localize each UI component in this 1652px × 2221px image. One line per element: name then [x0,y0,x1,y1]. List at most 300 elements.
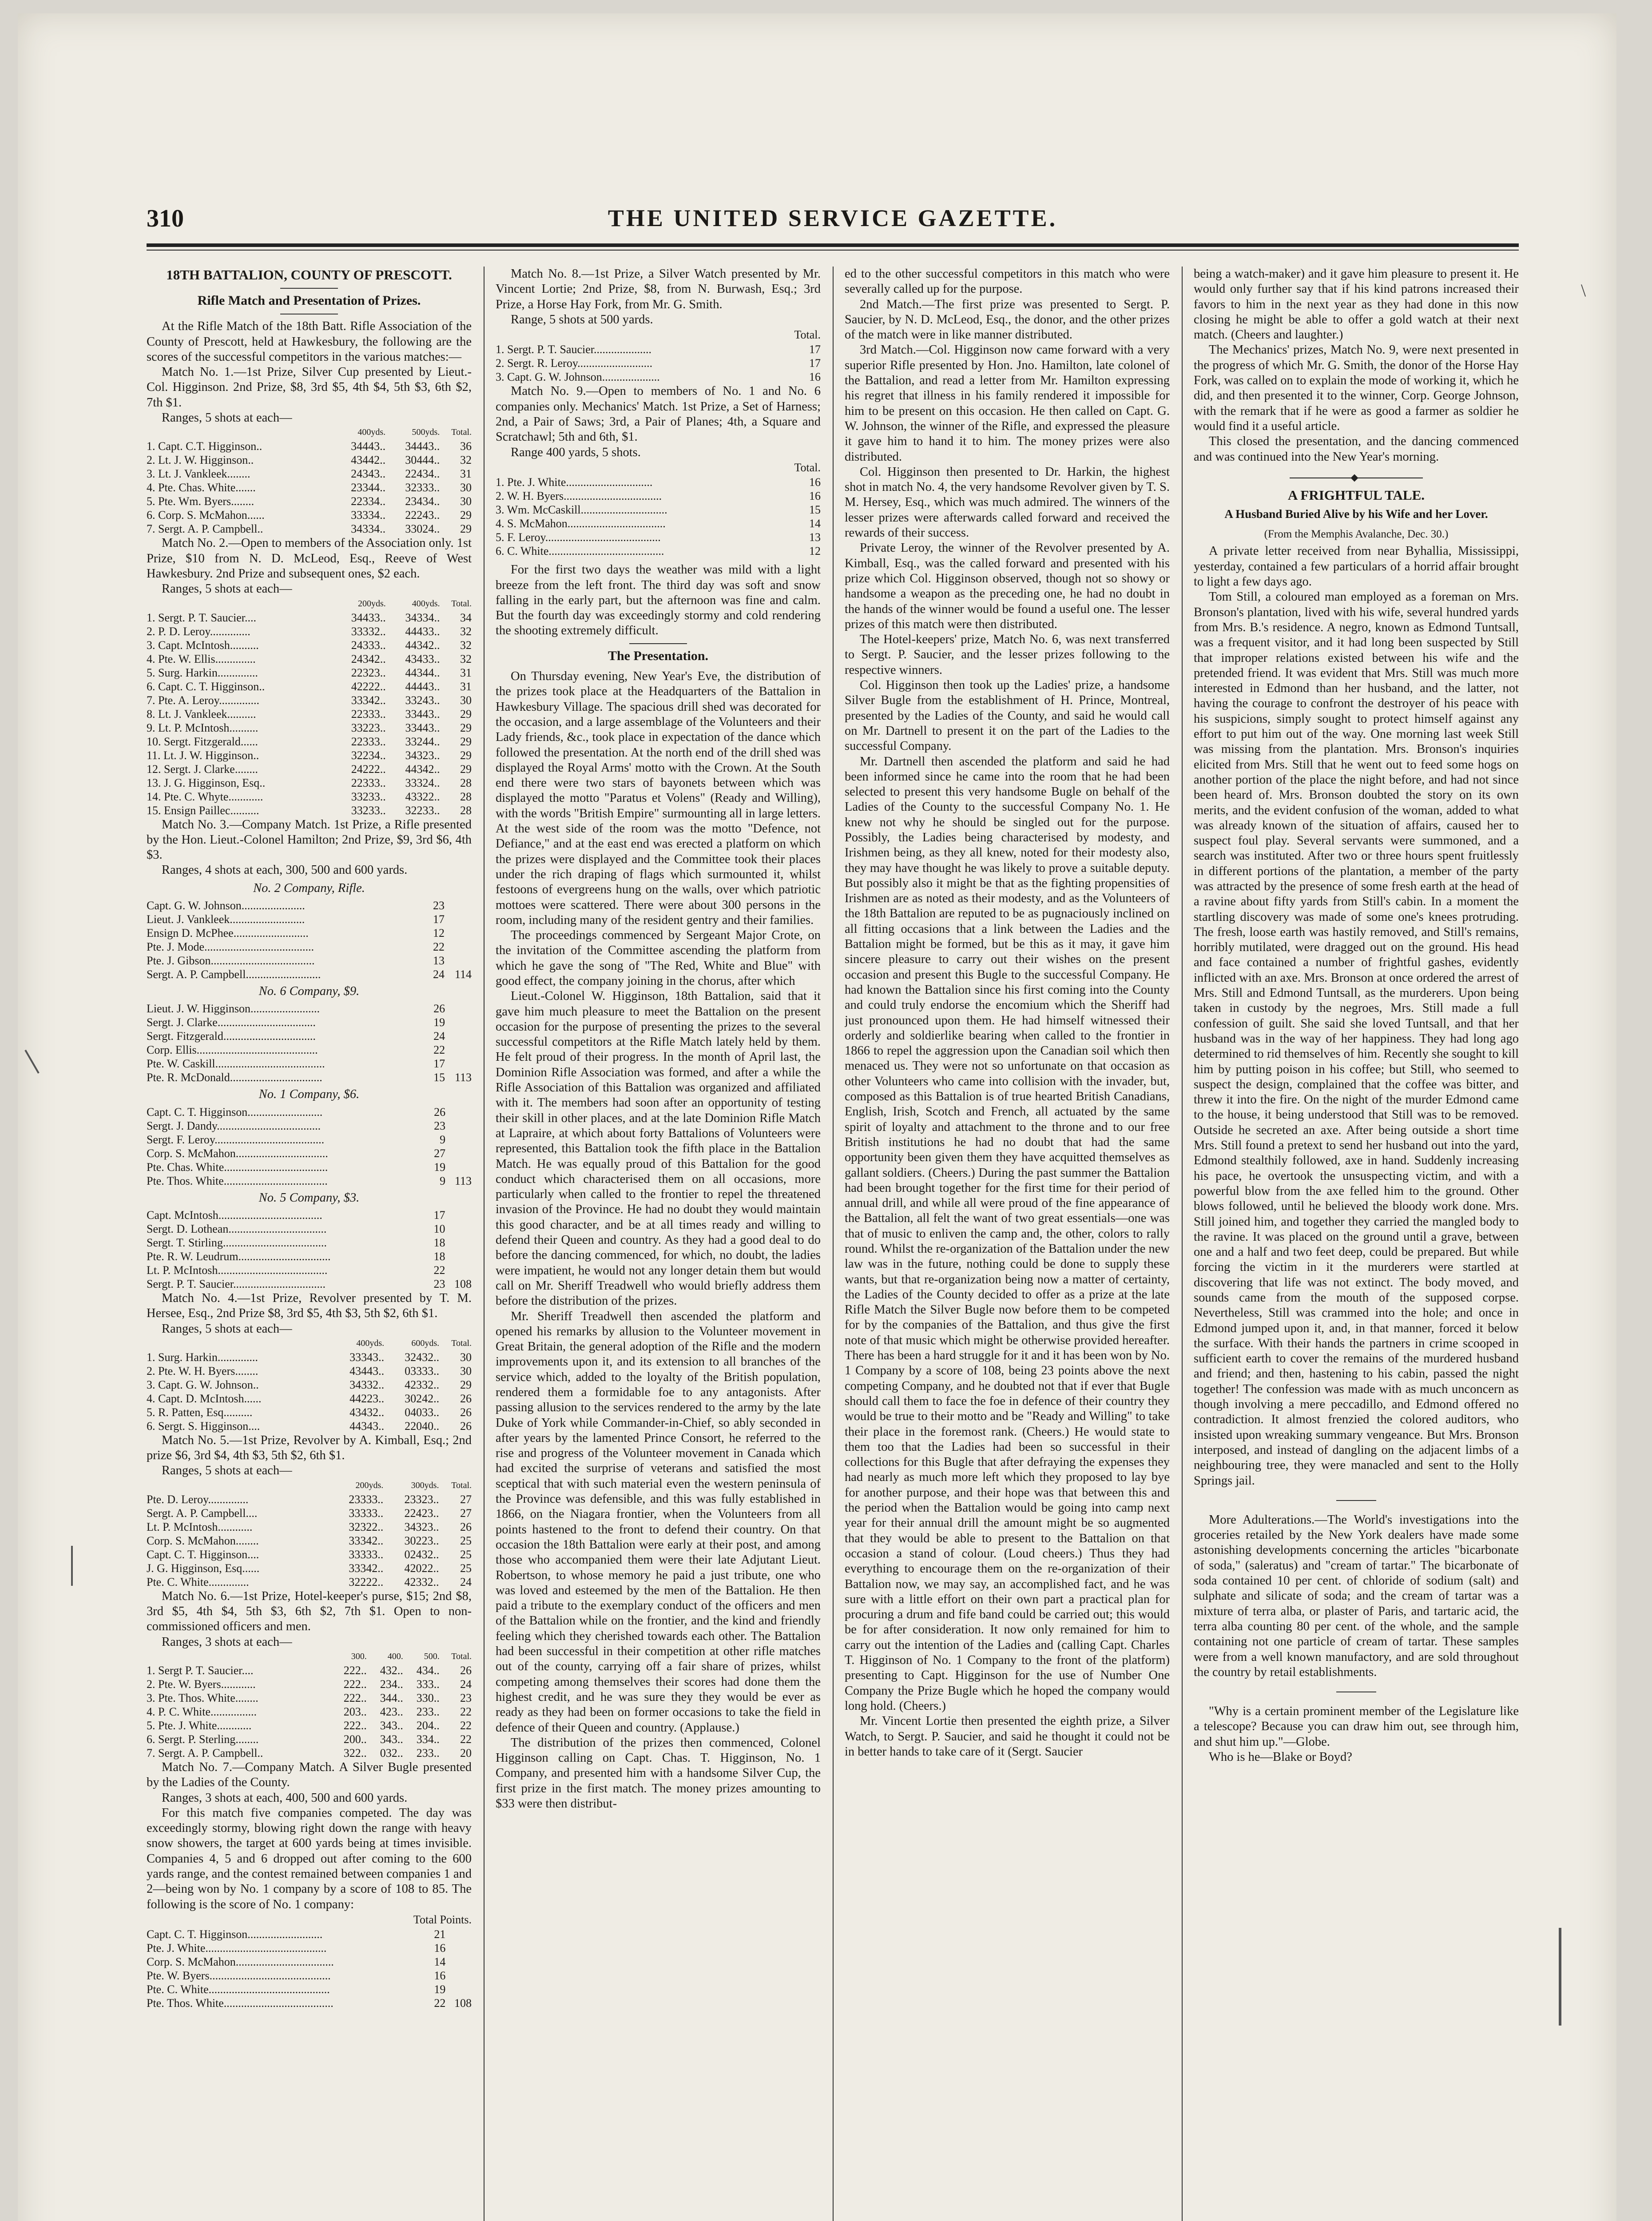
table-cell: 33333.. [349,1506,384,1520]
table-cell: 330.. [416,1691,440,1704]
table-cell: 22 [433,1263,445,1277]
table-row [147,1405,472,1419]
table-cell: 16 [434,1942,446,1955]
ranges-note: Range 400 yards, 5 shots. [511,445,641,459]
table-row [496,530,821,544]
table-cell: 5. Surg. Harkin.............. [147,666,258,679]
table-cell: 42332.. [404,1575,439,1588]
table-cell [445,1029,472,1043]
table-header-cell: 400. [387,1651,403,1661]
table-cell: 12 [433,927,445,940]
table-cell: 4. Pte. Chas. White....... [147,481,256,494]
table-cell: 22434.. [405,467,440,481]
table-cell: Sergt. T. Stirling.................................... [147,1236,327,1249]
table-cell: Pte. W. Byers.......................................... [147,1969,331,1982]
table-row [496,342,821,356]
table-cell: Lt. P. McIntosh............ [147,1520,253,1533]
table-cell: 24333.. [351,638,386,652]
table-header-cell: 300yds. [411,1480,439,1490]
margin-mark [1559,1928,1561,2026]
table-row [147,1982,472,1996]
paragraph: Who is he—Blake or Boyd? [1209,1750,1352,1764]
table-cell [445,1982,472,1996]
table-cell: 17 [433,1057,445,1071]
table-cell: Sergt. J. Dandy.................................... [147,1119,321,1132]
table-cell [445,940,472,954]
table-cell: 17 [809,357,821,370]
table-header-cell: 400yds. [412,598,440,609]
table-row [147,1364,472,1378]
table-row [147,1705,472,1719]
table-row [147,1071,472,1084]
table-cell: 222.. [343,1719,367,1732]
table-cell: Sergt. J. Clarke.................................. [147,1016,316,1029]
table-cell: 334.. [416,1732,440,1746]
table-cell: 02432.. [404,1548,439,1561]
table-cell: 344.. [380,1691,403,1704]
table-cell: 233.. [416,1746,440,1759]
table-row [147,1506,472,1520]
table-header-row [147,597,472,611]
table-cell: 233.. [416,1705,440,1718]
company-title: No. 6 Company, $9. [258,984,360,999]
score-table [147,1208,472,1291]
table-cell: 204.. [416,1719,440,1732]
table-cell: 44343.. [349,1419,385,1433]
paragraph: The proceedings commenced by Sergeant Major Crote, on the invitation of the Committee ascending the platform from which he gave the song of "The Red, White and Blue" with good effect, the company joining in the chorus, after which [496,928,821,988]
table-cell: 432.. [380,1664,403,1677]
score-table [496,342,821,384]
table-cell: 14. Pte. C. Whyte............ [147,790,263,803]
table-header-cell [147,1337,329,1350]
score-table [147,597,472,817]
table-row [147,1575,472,1589]
table-cell: 203.. [343,1705,367,1718]
paragraph: This closed the presentation, and the dancing commenced and was continued into the New Year's morning. [1194,434,1519,464]
table-cell: Pte. J. White.......................................... [147,1942,327,1955]
table-cell: 42332.. [405,1378,440,1391]
table-cell: 222.. [343,1691,367,1704]
table-cell: 22423.. [404,1506,439,1520]
table-cell: Sergt. Fitzgerald................................ [147,1030,316,1043]
table-row [147,1160,472,1174]
table-cell: 5. R. Patten, Esq.......... [147,1405,253,1419]
table-cell: 22333.. [351,707,386,720]
table-cell: 22 [433,940,445,954]
table-cell: 29 [460,1378,472,1391]
table-cell: 26 [460,1419,472,1433]
short-rule [629,643,687,644]
table-row [147,1392,472,1405]
table-cell: 24 [460,1677,472,1691]
table-cell: 13 [809,531,821,544]
table-cell [445,1146,472,1160]
table-cell: 6. Corp. S. McMahon...... [147,509,265,522]
table-cell [445,912,472,926]
table-cell: 28 [460,776,472,789]
table-cell [445,1133,472,1146]
table-cell: 03333.. [405,1364,440,1377]
table-cell: 30223.. [404,1534,439,1547]
table-cell [445,1160,472,1174]
table-cell [445,1955,472,1969]
table-header-row [147,426,472,439]
ranges-note: Ranges, 5 shots at each— [162,1464,292,1478]
table-header-cell: Total. [451,1651,472,1661]
table-cell: 22333.. [351,735,386,748]
table-row [496,370,821,384]
match-description: Match No. 3.—Company Match. 1st Prize, a Rifle presented by the Hon. Lieut.-Colonel Hamilton; 2nd Prize, $9, 3rd $6, 4th $3. [147,817,472,862]
table-header-cell [147,1479,328,1493]
table-cell: Corp. Ellis.......................................... [147,1043,318,1057]
table-cell: 15 [809,503,821,517]
table-row [147,1732,472,1746]
table-row [147,1350,472,1364]
table-cell: Corp. S. McMahon.................................. [147,1955,334,1969]
table-row [147,1015,472,1029]
table-cell: Pte. R. McDonald................................ [147,1071,322,1084]
table-cell: 25 [460,1548,472,1561]
table-cell: 24 [433,1030,445,1043]
company-title: No. 2 Company, Rifle. [253,881,365,895]
table-row [147,467,472,481]
table-header-row [147,1337,472,1350]
table-cell: Pte. D. Leroy.............. [147,1493,249,1506]
ranges-note: Ranges, 3 shots at each, 400, 500 and 600 yards. [162,1791,408,1805]
table-cell: 19 [434,1983,446,1996]
table-cell: 34433.. [351,611,386,624]
table-cell: Corp. S. McMahon................................ [147,1146,328,1160]
table-cell: 22323.. [351,666,386,679]
table-cell: 17 [433,913,445,926]
table-cell: 1. Sergt P. T. Saucier.... [147,1664,254,1677]
table-cell: 34443.. [351,440,386,453]
table-cell: 16 [434,1969,446,1982]
table-row [147,899,472,912]
table-row [147,954,472,967]
table-row [147,1493,472,1506]
table-cell: Lieut. J. Vankleek.......................... [147,913,305,926]
table-cell: 15. Ensign Paillec.......... [147,804,259,817]
table-cell: 34334.. [405,611,440,624]
table-row [147,1419,472,1433]
table-cell: 22 [434,1997,446,2010]
table-cell: 7. Sergt. A. P. Campbell.. [147,1746,263,1759]
table-cell: 5. F. Leroy........................................ [496,531,661,544]
table-header: Total. [794,328,821,342]
table-row [147,1222,472,1236]
table-cell: 343.. [380,1719,403,1732]
table-cell: Sergt. F. Leroy...................................... [147,1133,325,1146]
section-heading: The Presentation. [608,648,709,663]
score-table [147,1479,472,1589]
table-cell: 30 [460,481,472,494]
table-row [147,666,472,680]
match-description: Match No. 1.—1st Prize, Silver Cup presented by Lieut.-Col. Higginson. 2nd Prize, $8, 3rd $5, 4th $4, 5th $3, 6th $2, 7th $1. [147,365,472,410]
table-cell: 24343.. [351,467,386,481]
table-header: Total. [794,461,821,474]
paragraph: 3rd Match.—Col. Higginson now came forward with a very superior Rifle presented by Hon. Jno. Hamilton, late colonel of the Battalion, and read a letter from Mr. Hamilton expressing his regret that illness in his family rendered it impossible for him to be present on this occasion. He then called on Capt. G. W. Johnson, the winner of the Rifle, and expressed the pleasure it gave him to hand it to him. The money prizes were also distributed. [845,343,1170,464]
table-cell: 8. Lt. J. Vankleek.......... [147,707,256,720]
table-cell: 20 [460,1746,472,1759]
column-4 [1194,267,1519,2221]
table-cell: 22334.. [351,495,386,508]
table-cell: 234.. [380,1677,403,1691]
column-rule [833,267,834,2221]
paragraph: For the first two days the weather was mild with a light breeze from the left front. The third day was soft and snow falling in the early part, but the afternoon was fine and calm. But the fourth day was exceedingly stormy and cold rendering the shooting extremely difficult. [496,563,821,638]
table-cell: 1. Sergt. P. T. Saucier.................... [496,343,651,356]
table-cell: 423.. [380,1705,403,1718]
table-header-cell: 300. [351,1651,367,1661]
table-cell: 6. Sergt. P. Sterling........ [147,1732,259,1746]
table-cell: 32322.. [349,1520,384,1533]
table-cell: 19 [434,1160,446,1174]
paragraph: Lieut.-Colonel W. Higginson, 18th Battalion, said that it gave him much pleasure to meet the Battalion on the present occasion for the purpose of presenting the prizes to the several successful competitors at the Rifle Match lately held by them. He felt proud of their progress. In the month of April last, the Dominion Rifle Association was formed, and after a while the Rifle Association of this Battalion was organized and affiliated with it. The members had soon after an opportunity of testing their skill in other places, and at the late Dominion Rifle Match at Lapraire, at which about forty Battalions of Volunteers were represented, this Battalion took the fifth place in the Battalion Match. He was equally proud of this Battalion for the good conduct which characterised them on all occasions, more particularly when called to the frontier to repel the threatened invasion of the Province. He had no doubt they would maintain this good character, and be at all times ready and willing to defend their Queen and country. As they had a good deal to do before the dancing commenced, for which, no doubt, the ladies were impatient, he would not any longer detain them but would call on Mr. Sheriff Treadwell who would briefly address them before the distribution of the prizes. [496,989,821,1308]
table-cell: 33342.. [349,1561,384,1575]
table-cell: Capt. C. T. Higginson.......................... [147,1928,323,1941]
table-header-cell [147,426,331,439]
table-row [147,1057,472,1071]
table-cell: 108 [454,1997,472,2010]
table-cell: 44443.. [405,680,440,693]
table-cell [445,899,472,912]
table-row [147,1927,472,1941]
table-row [147,1520,472,1534]
table-cell: 31 [460,666,472,679]
margin-mark [71,1546,73,1586]
table-row [147,1236,472,1250]
table-cell: 42222.. [351,680,386,693]
paragraph: "Why is a certain prominent member of the Legislature like a telescope? Because you can draw him out, see through him, and shut him up."—Globe. [1194,1704,1519,1749]
table-cell: 032.. [380,1746,403,1759]
table-cell: 44223.. [349,1392,385,1405]
table-cell: 7. Sergt. A. P. Campbell.. [147,522,263,536]
table-cell: 30 [460,1364,472,1377]
article-source: (From the Memphis Avalanche, Dec. 30.) [1264,528,1449,541]
table-cell: Lt. P. McIntosh...................................... [147,1263,328,1277]
table-cell: 16 [809,476,821,489]
table-row [496,489,821,503]
table-cell: Pte. W. Caskill...................................... [147,1057,325,1071]
table-cell: 30 [460,1350,472,1364]
table-row [147,508,472,522]
match-description: Match No. 6.—1st Prize, Hotel-keeper's purse, $15; 2nd $8, 3rd $5, 4th $4, 5th $3, 6th $2, 7th $1. Open to non-commissioned officers and men. [147,1589,472,1634]
column-2 [496,267,821,2221]
table-cell: 113 [454,1174,472,1187]
table-cell: 23 [434,1119,446,1132]
table-cell: 200.. [343,1732,367,1746]
table-cell: 34323.. [405,748,440,762]
ranges-note: Ranges, 4 shots at each, 300, 500 and 600 yards. [162,863,408,877]
paragraph: Mr. Sheriff Treadwell then ascended the platform and opened his remarks by allusion to the Volunteer movement in Great Britain, the general adoption of the Rifle and the modern improvements upon it, and its extension to all branches of the service which, added to the loyalty of the British population, rendered them a formidable foe to any antagonists. After passing allusion to the services rendered to the army by the late Duke of York while Commander-in-Chief, so ably seconded in after years by the lamented Prince Consort, he referred to the rise and progress of the Volunteer movement in Canada which had excited the surprise of veterans and satisfied the most sceptical that with such material even the western peninsula of the Province was defensible, and this was fully established in 1866, on the Niagara frontier, when the Volunteers from all points hastened to the front to defend their country. On that occasion the 18th Battalion were early at their post, and among those who accompanied them were their late Adjutant Lieut. Robertson, to whose memory he paid a just tribute, one who was loved and esteemed by the men of the Battalion. He then paid a tribute to the exemplary conduct of the officers and men of the Battalion while on the frontier, and the kind and friendly feeling which they cherished towards each other. The Battalion had been successful in their competition at other rifle matches out of the county, carrying off a fair share of prizes, whilst competing among themselves their scores had done them the highest credit, and he was sure they they would be ever as ready as they had been on former occasions to take the field in defence of their Queen and country. (Applause.) [496,1309,821,1735]
table-row [147,481,472,494]
table-cell [445,1263,472,1277]
score-table [147,1927,472,2010]
table-row [147,1002,472,1015]
table-cell: Sergt. D. Lothean.................................. [147,1222,327,1235]
table-cell [445,1002,472,1015]
table-cell: 19 [433,1016,445,1029]
table-row [147,638,472,652]
table-row [147,1250,472,1263]
table-cell: 16 [809,490,821,503]
paragraph: Tom Still, a coloured man employed as a foreman on Mrs. Bronson's plantation, lived with his wife, several hundred yards from Mrs. B.'s residence. A negro, known as Edmond Tuntsall, was a frequent visitor, and it had long been suspected by Still that improper relations existed between his wife and the pretended friend. It was evident that Mrs. Still was much more interested in Edmond than her husband, and the latter, not having the courage to confront the destroyer of his peace with his suspicions, simply sought to protect himself against any effort to put him out of the way. One morning last week Still was missing from the plantation. Mrs. Bronson's inquiries elicited from Mrs. Still that he went out to feed some hogs on another portion of the place the night before, and had not since been heard of. Mrs. Bronson doubted the story on its own merits, and the evident confusion of the woman, added to what was already known of the situation of affairs, caused her to suspect foul play. Several servants were summoned, and a search was instituted. After two or three hours spent fruitlessly in different portions of the plantation, a member of the party was attracted by the presence of some fresh earth at the head of a ravine about fifty yards from Still's cabin. In a moment the startling discovery was made of some one's knees protruding. The fresh, loose earth was hastily removed, and Still's remains, horribly mutilated, were dragged out on the ground. His head and face contained a number of frightful gashes, evidently inflicted with an axe. Mrs. Bronson at once ordered the arrest of Mrs. Still and Edmond Tuntsall, as the murderers. Upon being taken in custody by the negroes, Mrs. Still made a full confession of guilt. She said she loved Tuntsall, and that her husband was in the way of her happiness. They had long ago determined to rid themselves of him. Recently she sought to kill him by putting poison in his coffee; but Still, who seemed to suspect the design, complained that the coffee was bitter, and threw it into the fire. On the night of the murder Edmond came to the house, it being understood that Still was to be removed. Outside he secreted an axe. After being outside a short time Mrs. Still found a pretext to send her husband out into the yard, Edmond stealthily followed, axe in hand. Suddenly increasing his pace, he overtook the unsuspecting victim, and with a powerful blow from the axe felled him to the ground. Other blows followed, until he believed the bloody work done. Mrs. Still joined him, and together they carried the mangled body to the ravine. It was placed on the ground until a grave, between one and a half and two feet deep, could be prepared. But while forcing the victim in it the murderers were startled at discovering that life was not extinct. The body moved, and sounds came from the mouth of the supposed corpse. Nevertheless, Still was crammed into the hole; and once in Edmond jumped upon it, and, in that manner, forced it below the surface. With their hands the partners in crime scooped in sufficient earth to cover the remains of the murdered husband and friend; and then, hastening to his cabin, passed the night together! The confession was made with as much unconcern as though involving a mere peccadillo, and Edmond offered no contradiction. It almost frenzied the colored auditors, who insisted upon wreaking summary vengeance. But Mrs. Bronson interposed, and instead of dangling on the adjacent limbs of a neighbouring tree, they were manacled and sent to the Holly Springs jail. [1194,590,1519,1488]
page-header [147,200,1519,244]
table-cell: 2. Pte. W. Byers............ [147,1677,256,1691]
table-cell: 32 [460,652,472,665]
table-cell: 36 [460,440,472,453]
table-cell: Pte. R. W. Leudrum................................ [147,1250,331,1263]
table-cell: 33443.. [405,721,440,734]
table-row [147,693,472,707]
table-cell: Lieut. J. W. Higginson........................ [147,1002,320,1015]
table-cell: 113 [454,1071,472,1084]
table-cell: Pte. Thos. White...................................... [147,1997,334,2010]
ranges-note: Ranges, 5 shots at each— [162,582,292,596]
header-rule [147,243,1519,247]
table-cell: 24342.. [351,652,386,665]
table-cell: 15 [433,1071,445,1084]
table-cell: 33024.. [405,522,440,536]
table-cell: 28 [460,804,472,817]
table-cell: 11. Lt. J. W. Higginson.. [147,748,259,762]
table-cell: 18 [433,1236,445,1249]
table-row [147,735,472,748]
table-cell: 6. Sergt. S. Higginson.... [147,1419,260,1433]
table-cell [445,1015,472,1029]
table-cell: 24 [460,1575,472,1588]
table-cell: 23 [433,899,445,912]
article-subhead: Rifle Match and Presentation of Prizes. [197,293,421,308]
table-cell: 30242.. [405,1392,440,1405]
masthead-title: THE UNITED SERVICE GAZETTE. [608,205,1058,231]
table-cell: 12. Sergt. J. Clarke........ [147,762,258,776]
table-cell: Pte. Chas. White.................................... [147,1160,328,1174]
table-header-cell: 200yds. [355,1480,384,1490]
table-cell: 1. Pte. J. White.............................. [496,476,653,489]
ranges-note: Ranges, 5 shots at each— [162,1321,292,1336]
company-title: No. 5 Company, $3. [258,1190,360,1205]
table-cell: 22243.. [405,509,440,522]
table-header-row [147,1650,472,1664]
table-cell: Ensign D. McPhee.......................... [147,927,309,940]
score-table [147,426,472,536]
table-cell: 21 [434,1928,446,1941]
table-cell: 25 [460,1561,472,1575]
match-description: Match No. 4.—1st Prize, Revolver presented by T. M. Hersee, Esq., 2nd Prize $8, 3rd $5, 4th $3, 5th $2, 6th $1. [147,1291,472,1321]
table-row [147,1133,472,1146]
table-cell [445,1119,472,1133]
table-cell [445,1969,472,1982]
table-cell: 30 [460,693,472,707]
table-cell: 25 [460,1534,472,1547]
table-cell: 44344.. [405,666,440,679]
table-header-cell: Total. [451,1480,472,1490]
table-cell: 30444.. [405,454,440,467]
table-cell: 33233.. [351,790,386,803]
short-rule [1336,1500,1376,1501]
table-row [496,517,821,530]
table-cell: 9 [440,1174,446,1187]
table-cell: 33243.. [405,693,440,707]
table-cell: Pte. C. White.............. [147,1575,249,1588]
column-1 [147,267,472,2221]
table-cell: 29 [460,748,472,762]
table-header-cell: 600yds. [411,1338,440,1348]
margin-mark: \ [1581,280,1586,300]
table-row [147,721,472,735]
table-row [496,356,821,370]
table-cell [445,954,472,967]
table-cell: 32 [460,454,472,467]
table-cell: 2. Lt. J. W. Higginson.. [147,454,254,467]
table-cell: 32233.. [405,804,440,817]
table-cell: 28 [460,790,472,803]
columns [147,267,1519,2221]
table-row [147,1263,472,1277]
table-cell: 32432.. [405,1350,440,1364]
company-title: No. 1 Company, $6. [258,1087,360,1102]
table-cell: 26 [460,1405,472,1419]
table-cell: 23 [433,1277,445,1290]
ranges-note: Ranges, 5 shots at each— [162,411,292,425]
table-cell: 29 [460,762,472,776]
table-cell: 27 [434,1146,446,1160]
table-row [147,1029,472,1043]
table-row [496,475,821,489]
table-cell: Pte. Thos. White.................................... [147,1174,328,1187]
table-cell: 29 [460,509,472,522]
score-table [147,899,472,981]
table-cell: Pte. J. Mode...................................... [147,940,314,954]
table-cell: 29 [460,707,472,720]
table-cell: Pte. J. Gibson.................................... [147,954,315,967]
match-description: Match No. 2.—Open to members of the Association only. 1st Prize, $10 from N. D. McLeod, Esq., Reeve of West Hawkesbury. 2nd Prize and subsequent ones, $2 each. [147,536,472,581]
table-header-cell [147,597,332,611]
table-cell: 42022.. [404,1561,439,1575]
table-cell: 1. Surg. Harkin.............. [147,1350,258,1364]
table-cell [445,1236,472,1250]
table-cell: 4. S. McMahon.................................. [496,517,666,530]
table-cell: 43442.. [351,454,386,467]
table-row [147,967,472,981]
table-header-cell: 200yds. [357,598,386,609]
paragraph: 2nd Match.—The first prize was presented to Sergt. P. Saucier, by N. D. McLeod, Esq., the donor, and the other prizes of the match were in like manner distributed. [845,297,1170,342]
ranges-note: Range, 5 shots at 500 yards. [511,312,653,326]
table-cell: 222.. [343,1677,367,1691]
table-cell: 27 [460,1493,472,1506]
table-cell: 23 [460,1691,472,1704]
table-cell: 12 [809,545,821,558]
table-cell: 33342.. [351,693,386,707]
table-cell: Corp. S. McMahon........ [147,1534,259,1547]
table-cell: 33324.. [405,776,440,789]
table-header: Total Points. [413,1913,472,1926]
table-row [147,1119,472,1133]
table-cell: 04033.. [405,1405,440,1419]
table-row [147,1534,472,1548]
table-cell: 22 [460,1732,472,1746]
table-header-cell: 400yds. [357,427,386,438]
table-row [147,439,472,453]
table-cell: 14 [809,517,821,530]
table-cell: 3. Capt. G. W. Johnson.................... [496,370,660,384]
table-cell: 34332.. [349,1378,385,1391]
table-row [147,776,472,790]
table-cell: 43443.. [349,1364,385,1377]
table-row [147,1378,472,1392]
table-cell: 10 [433,1222,445,1235]
